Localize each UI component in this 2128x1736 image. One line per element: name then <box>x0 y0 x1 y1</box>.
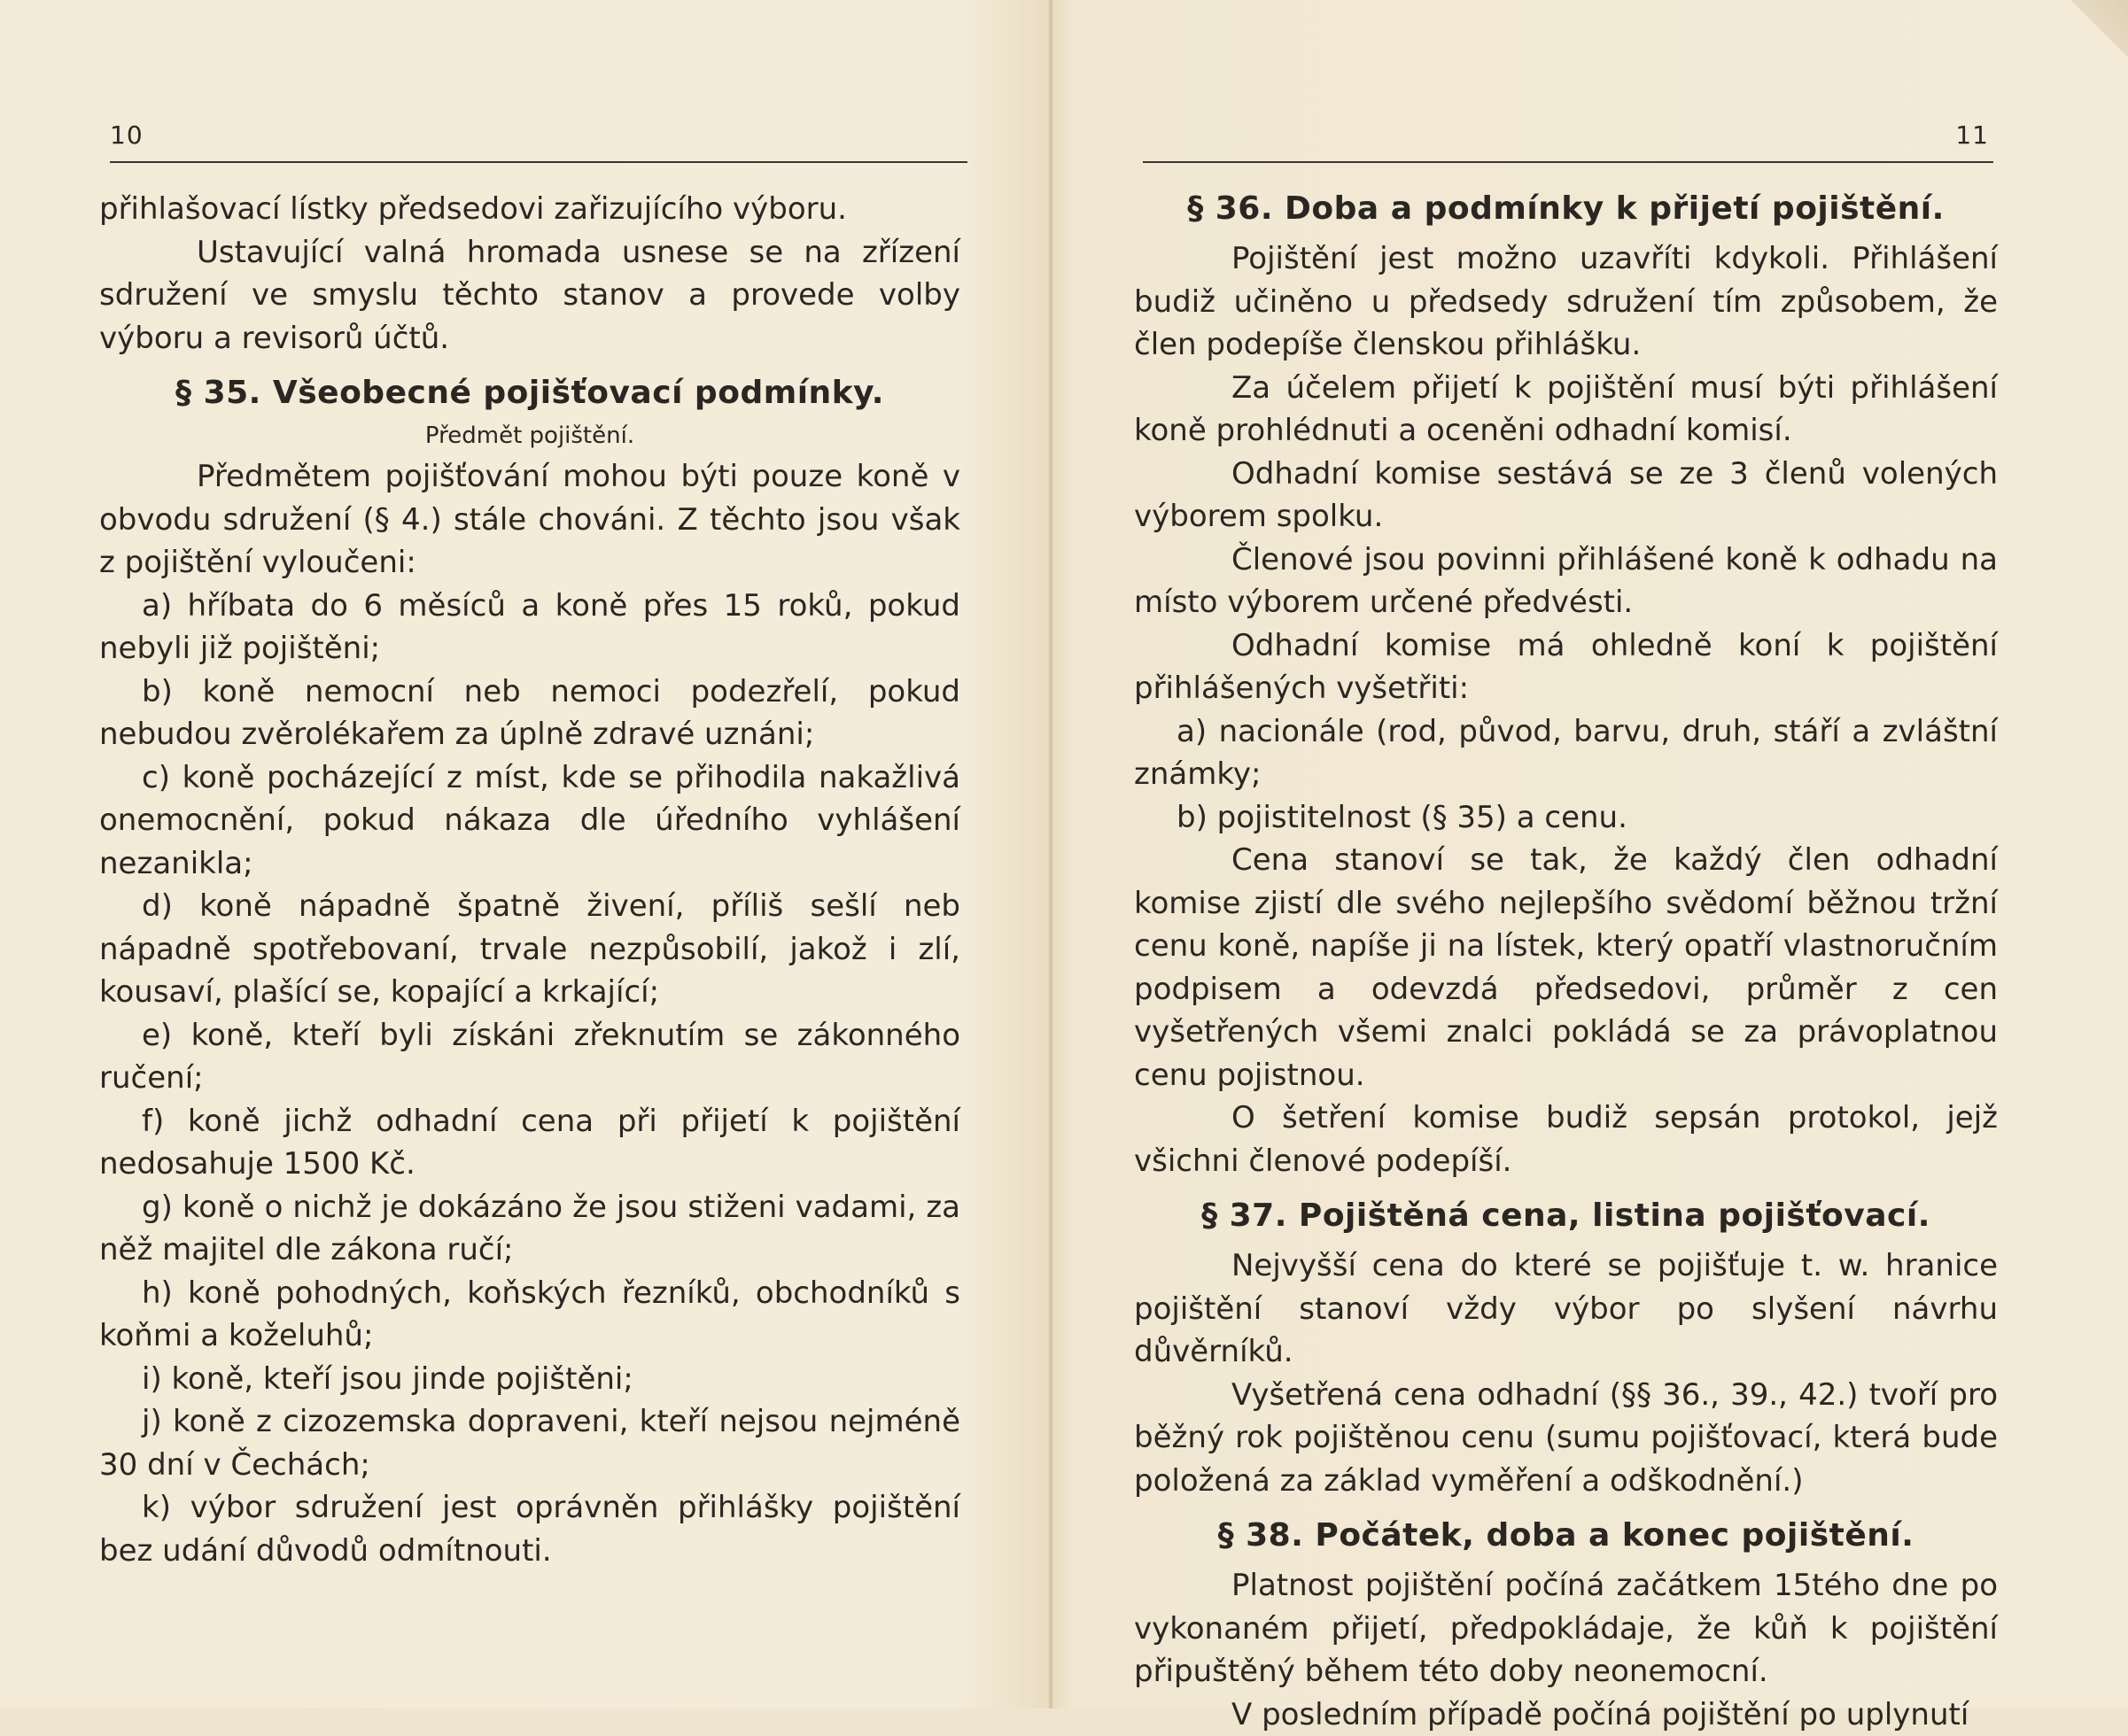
paragraph: Odhadní komise má ohledně koní k pojištění přihlášených vyšetřiti: <box>1134 624 1998 710</box>
book-gutter <box>1048 0 1053 1709</box>
paragraph: Členové jsou povinni přihlášené koně k odhadu na místo výborem určené předvésti. <box>1134 539 1998 624</box>
paragraph: Nejvyšší cena do které se pojišťuje t. w. hranice pojištění stanoví vždy výbor po slyšení návrhu důvěrníků. <box>1134 1244 1998 1374</box>
list-item: j) koně z cizozemska dopraveni, kteří nejsou nejméně 30 dní v Čechách; <box>99 1400 960 1486</box>
page-text <box>99 188 960 1572</box>
paragraph: Pojištění jest možno uzavříti kdykoli. Přihlášení budiž učiněno u předsedy sdružení tím způsobem, že člen podepíše členskou přihlášku. <box>1134 237 1998 367</box>
list-item: g) koně o nichž je dokázáno že jsou stiženi vadami, za něž majitel dle zákona ručí; <box>99 1186 960 1272</box>
section-heading: § 37. Pojištěná cena, listina pojišťovací. <box>1134 1195 1998 1237</box>
list-item: b) pojistitelnost (§ 35) a cenu. <box>1134 796 1998 840</box>
paragraph: Platnost pojištění počíná začátkem 15tého dne po vykonaném přijetí, předpokládaje, že kůň k pojištění připuštěný během této doby neonemocní. <box>1134 1564 1998 1693</box>
left-page <box>99 0 960 1709</box>
paragraph: Předmětem pojišťování mohou býti pouze koně v obvodu sdružení (§ 4.) stále chováni. Z těchto jsou však z pojištění vyloučeni: <box>99 455 960 585</box>
paragraph: V posledním případě počíná pojištění po uplynutí <box>1134 1693 1998 1736</box>
list-item: f) koně jichž odhadní cena při přijetí k pojištění nedosahuje 1500 Kč. <box>99 1100 960 1186</box>
list-item: a) nacionále (rod, původ, barvu, druh, stáří a zvláštní známky; <box>1134 710 1998 796</box>
header-rule <box>110 161 967 163</box>
paragraph: Cena stanoví se tak, že každý člen odhadní komise zjistí dle svého nejlepšího svědomí běžnou tržní cenu koně, napíše ji na lístek, který opatří vlastnoručním podpisem a odevzdá předsedovi, průměr z cen vyšetřených všemi znalci pokládá se za právoplatnou cenu pojistnou. <box>1134 839 1998 1097</box>
list-item: e) koně, kteří byli získáni zřeknutím se zákonného ručení; <box>99 1014 960 1100</box>
list-item: d) koně nápadně špatně živení, příliš sešlí neb nápadně spotřebovaní, trvale nezpůsobilí, jakož i zlí, kousaví, plašící se, kopající a krkající; <box>99 885 960 1014</box>
list-item: b) koně nemocní neb nemoci podezřelí, pokud nebudou zvěrolékařem za úplně zdravé uznáni; <box>99 670 960 756</box>
list-item: a) hříbata do 6 měsíců a koně přes 15 roků, pokud nebyli již pojištěni; <box>99 585 960 670</box>
list-item: h) koně pohodných, koňských řezníků, obchodníků s koňmi a koželuhů; <box>99 1272 960 1358</box>
section-heading: § 35. Všeobecné pojišťovací podmínky. <box>99 372 960 415</box>
folded-page-corner <box>2048 0 2128 62</box>
page-number: 11 <box>1955 120 1989 150</box>
paragraph: Odhadní komise sestává se ze 3 členů volených výborem spolku. <box>1134 453 1998 539</box>
page-text <box>1134 188 1998 1736</box>
section-heading: § 38. Počátek, doba a konec pojištění. <box>1134 1515 1998 1557</box>
right-page <box>1134 0 1998 1709</box>
paragraph: Vyšetřená cena odhadní (§§ 36., 39., 42.) tvoří pro běžný rok pojištěnou cenu (sumu pojišťovací, která bude položená za základ vyměření a odškodnění.) <box>1134 1374 1998 1503</box>
list-item: c) koně pocházející z míst, kde se přihodila nakažlivá onemocnění, pokud nákaza dle úředního vyhlášení nezanikla; <box>99 756 960 886</box>
paragraph-continuation: přihlašovací lístky předsedovi zařizujícího výboru. <box>99 188 960 231</box>
list-item: k) výbor sdružení jest oprávněn přihlášky pojištění bez udání důvodů odmítnouti. <box>99 1486 960 1572</box>
list-item: i) koně, kteří jsou jinde pojištěni; <box>99 1358 960 1401</box>
paragraph: O šetření komise budiž sepsán protokol, jejž všichni členové podepíší. <box>1134 1097 1998 1182</box>
paragraph: Ustavující valná hromada usnese se na zřízení sdružení ve smyslu těchto stanov a provede volby výboru a revisorů účtů. <box>99 231 960 360</box>
header-rule <box>1143 161 1993 163</box>
section-heading: § 36. Doba a podmínky k přijetí pojištění. <box>1134 188 1998 230</box>
paragraph: Za účelem přijetí k pojištění musí býti přihlášení koně prohlédnuti a oceněni odhadní komisí. <box>1134 367 1998 453</box>
page-number: 10 <box>110 120 144 150</box>
subsection-heading: Předmět pojištění. <box>99 418 960 453</box>
